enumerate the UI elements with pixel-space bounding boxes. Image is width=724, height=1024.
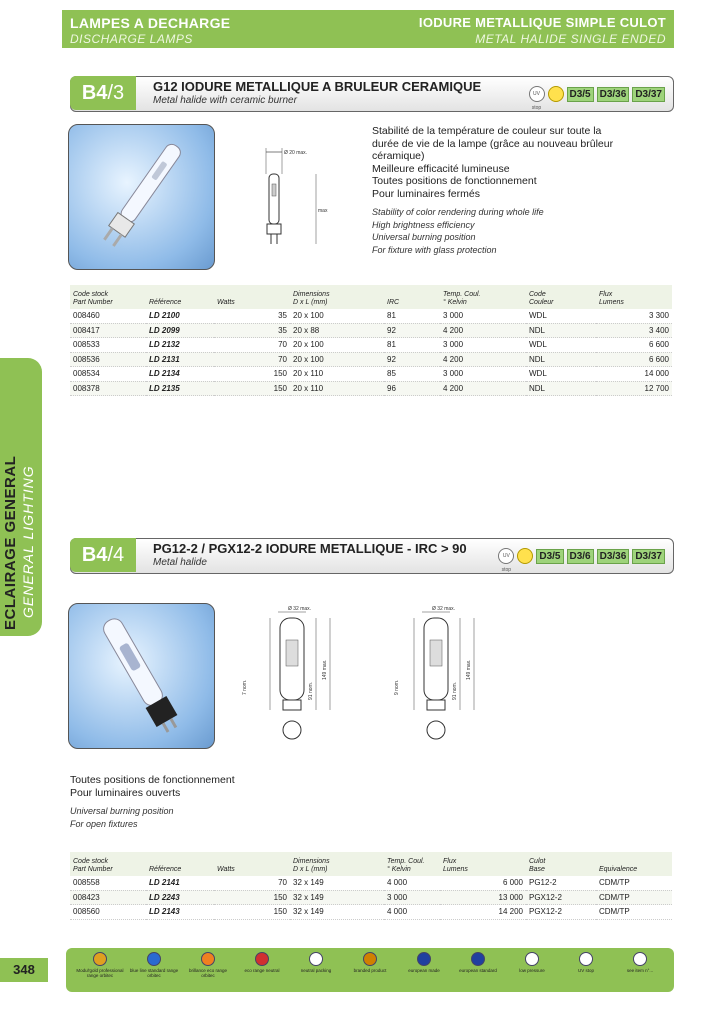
col-header: Equivalence — [596, 852, 672, 876]
svg-text:7 nom.: 7 nom. — [242, 679, 248, 695]
legend-icon — [525, 952, 539, 966]
col-header: Temp. Coul. ° Kelvin — [384, 852, 440, 876]
legend-label: branded product — [353, 968, 387, 973]
legend-label: neutral packing — [300, 968, 332, 973]
table-cell: 12 700 — [596, 381, 672, 396]
table-cell: 008536 — [70, 352, 146, 367]
desc-en-line: Universal burning position — [70, 806, 174, 816]
table-cell: LD 2135 — [146, 381, 214, 396]
table-cell: 6 600 — [596, 352, 672, 367]
table-cell: WDL — [526, 367, 596, 382]
col-header: Dimensions D x L (mm) — [290, 285, 384, 309]
table-cell: 150 — [214, 905, 290, 920]
desc-fr-line: durée de vie de la lampe (grâce au nouveau brûleur — [372, 137, 614, 150]
lamp-photo-image — [69, 604, 214, 748]
table-cell: LD 2099 — [146, 323, 214, 338]
section1-description — [372, 125, 672, 256]
legend-icon — [471, 952, 485, 966]
table-cell: WDL — [526, 338, 596, 353]
col-header: Dimensions D x L (mm) — [290, 852, 384, 876]
table-cell: 92 — [384, 352, 440, 367]
footer-legend-item — [506, 952, 558, 973]
table-cell: 3 000 — [440, 309, 526, 323]
col-header: IRC — [384, 285, 440, 309]
d-tag[interactable]: D3/36 — [597, 87, 630, 102]
footer-legend-item — [398, 952, 450, 973]
table-cell: 4 000 — [384, 876, 440, 890]
table-cell: 008460 — [70, 309, 146, 323]
table-cell: 3 000 — [440, 367, 526, 382]
col-header: Code Couleur — [526, 285, 596, 309]
table-cell: 14 000 — [596, 367, 672, 382]
section-code-badge: B4/4 — [70, 538, 136, 572]
table-cell: 4 000 — [384, 905, 440, 920]
d-tag[interactable]: D3/5 — [567, 87, 594, 102]
table-cell: 150 — [214, 367, 290, 382]
table-cell: NDL — [526, 381, 596, 396]
col-header: Watts — [214, 285, 290, 309]
table-cell: 008558 — [70, 876, 146, 890]
table-cell: 70 — [214, 352, 290, 367]
footer-legend-item — [344, 952, 396, 973]
table-cell: 150 — [214, 381, 290, 396]
desc-fr-line: Pour luminaires fermés — [372, 187, 480, 200]
legend-icon — [255, 952, 269, 966]
table-cell: 81 — [384, 338, 440, 353]
lamp-photo-image — [69, 125, 214, 269]
table-cell: 70 — [214, 876, 290, 890]
table-row — [70, 367, 672, 382]
d-tag[interactable]: D3/37 — [632, 549, 665, 564]
col-header: Code stock Part Number — [70, 285, 146, 309]
col-header: Temp. Coul. ° Kelvin — [440, 285, 526, 309]
table-cell: 008534 — [70, 367, 146, 382]
section2-spec-table — [70, 852, 672, 920]
table-cell: LD 2243 — [146, 890, 214, 905]
table-row — [70, 352, 672, 367]
table-cell: 150 — [214, 890, 290, 905]
legend-icon — [417, 952, 431, 966]
table-cell: LD 2100 — [146, 309, 214, 323]
footer-legend-item — [290, 952, 342, 973]
legend-label: Modul'gold professional range orbitec — [76, 968, 124, 978]
lamp-photo — [68, 124, 215, 270]
desc-fr-line: Meilleure efficacité lumineuse — [372, 162, 510, 175]
d-tag[interactable]: D3/6 — [567, 549, 594, 564]
legend-icon — [309, 952, 323, 966]
footer-legend-item — [182, 952, 234, 978]
table-cell: 4 200 — [440, 323, 526, 338]
table-cell: 20 x 110 — [290, 367, 384, 382]
legend-label: european made — [408, 968, 440, 973]
table-cell: 81 — [384, 309, 440, 323]
section-b4-3-bar — [70, 76, 674, 112]
footer-legend-item — [614, 952, 666, 973]
table-cell: 20 x 100 — [290, 352, 384, 367]
footer-legend — [66, 948, 674, 992]
svg-text:9 nom.: 9 nom. — [394, 679, 400, 695]
header-right-title: IODURE METALLIQUE SIMPLE CULOT — [418, 15, 666, 30]
table-cell: PGX12-2 — [526, 905, 596, 920]
table-cell: 35 — [214, 323, 290, 338]
footer-legend-item — [74, 952, 126, 978]
table-cell: LD 2131 — [146, 352, 214, 367]
col-header: Référence — [146, 852, 214, 876]
desc-en-line: Stability of color rendering during whole life — [372, 207, 544, 217]
table-cell: 3 300 — [596, 309, 672, 323]
section2-description — [70, 774, 370, 830]
table-row — [70, 876, 672, 890]
desc-fr-line: Toutes positions de fonctionnement — [372, 175, 537, 187]
svg-text:149 max.: 149 max. — [322, 659, 328, 680]
table-cell: 4 200 — [440, 352, 526, 367]
table-header-row — [70, 285, 672, 309]
lamp-photo — [68, 603, 215, 749]
table-cell: LD 2143 — [146, 905, 214, 920]
table-cell: 85 — [384, 367, 440, 382]
table-cell: 008378 — [70, 381, 146, 396]
table-cell: 008533 — [70, 338, 146, 353]
legend-icon — [633, 952, 647, 966]
legend-icon — [579, 952, 593, 966]
section-title: G12 IODURE METALLIQUE A BRULEUR CERAMIQUE — [153, 79, 482, 94]
desc-en-line: For fixture with glass protection — [372, 244, 497, 255]
table-cell: 32 x 149 — [290, 905, 384, 920]
svg-text:Ø 32 max.: Ø 32 max. — [432, 606, 456, 612]
desc-fr-line: céramique) — [372, 150, 425, 162]
lamp-icon — [548, 86, 564, 102]
page-header — [62, 10, 674, 48]
legend-icon — [93, 952, 107, 966]
table-cell: 008423 — [70, 890, 146, 905]
col-header: Culot Base — [526, 852, 596, 876]
desc-fr-line: Stabilité de la température de couleur sur toute la — [372, 125, 602, 137]
legend-icon — [147, 952, 161, 966]
legend-label: eco range neutral — [244, 968, 280, 973]
table-cell: LD 2141 — [146, 876, 214, 890]
legend-label: european standard — [459, 968, 497, 973]
lamp-icon — [517, 548, 533, 564]
diagram-max-label: max — [318, 208, 328, 214]
desc-en-line: For open fixtures — [70, 818, 138, 829]
desc-fr-line: Pour luminaires ouverts — [70, 786, 181, 799]
table-cell: 92 — [384, 323, 440, 338]
side-tab-title: ECLAIRAGE GENERAL — [2, 455, 19, 630]
table-cell: 13 000 — [440, 890, 526, 905]
section-b4-4-bar — [70, 538, 674, 574]
desc-en-line: Universal burning position — [372, 232, 476, 242]
table-cell: 70 — [214, 338, 290, 353]
header-left-title: LAMPES A DECHARGE — [70, 15, 231, 31]
svg-text:149 max.: 149 max. — [466, 659, 472, 680]
table-row — [70, 309, 672, 323]
footer-legend-item — [560, 952, 612, 973]
svg-text:Ø 32 max.: Ø 32 max. — [288, 606, 312, 612]
table-row — [70, 323, 672, 338]
col-header: Code stock Part Number — [70, 852, 146, 876]
footer-legend-item — [236, 952, 288, 973]
legend-icon — [201, 952, 215, 966]
legend-label: blue line standard range orbitec — [129, 968, 179, 978]
section-subtitle: Metal halide with ceramic burner — [153, 95, 297, 106]
table-cell: 96 — [384, 381, 440, 396]
lamp-dimension-diagram-a — [240, 600, 360, 750]
table-row — [70, 381, 672, 396]
section-subtitle: Metal halide — [153, 557, 207, 568]
side-tab — [0, 358, 42, 636]
legend-label: low pressure — [519, 968, 545, 973]
legend-icon — [363, 952, 377, 966]
table-cell: 3 000 — [440, 338, 526, 353]
desc-en-line: High brightness efficiency — [372, 219, 475, 230]
svg-text:91 nom.: 91 nom. — [308, 681, 314, 700]
table-header-row — [70, 852, 672, 876]
table-row — [70, 905, 672, 920]
footer-legend-item — [128, 952, 180, 978]
table-cell: 4 200 — [440, 381, 526, 396]
section1-spec-table — [70, 285, 672, 396]
table-cell: 32 x 149 — [290, 876, 384, 890]
table-cell: 35 — [214, 309, 290, 323]
d-tag[interactable]: D3/37 — [632, 87, 665, 102]
legend-label: see item n°... — [626, 968, 654, 973]
section-icons — [498, 548, 665, 573]
table-cell: CDM/TP — [596, 905, 672, 920]
table-cell: 32 x 149 — [290, 890, 384, 905]
d-tag[interactable]: D3/5 — [536, 549, 563, 564]
page-number: 348 — [0, 958, 48, 982]
table-cell: 20 x 100 — [290, 309, 384, 323]
table-cell: CDM/TP — [596, 890, 672, 905]
table-cell: CDM/TP — [596, 876, 672, 890]
table-cell: PGX12-2 — [526, 890, 596, 905]
col-header: Référence — [146, 285, 214, 309]
table-cell: LD 2132 — [146, 338, 214, 353]
header-right-subtitle: METAL HALIDE SINGLE ENDED — [475, 32, 666, 46]
table-cell: 3 400 — [596, 323, 672, 338]
lamp-dimension-diagram — [236, 144, 334, 252]
section-code-badge: B4/3 — [70, 76, 136, 110]
table-cell: NDL — [526, 323, 596, 338]
uv-stop-icon: UV stop — [498, 548, 514, 564]
lamp-dimension-diagram-b — [380, 600, 500, 750]
section-icons — [529, 86, 666, 111]
desc-fr-line: Toutes positions de fonctionnement — [70, 774, 235, 786]
side-tab-subtitle: GENERAL LIGHTING — [20, 465, 36, 618]
table-cell: NDL — [526, 352, 596, 367]
col-header: Watts — [214, 852, 290, 876]
table-cell: 20 x 110 — [290, 381, 384, 396]
header-left-subtitle: DISCHARGE LAMPS — [70, 32, 193, 46]
table-cell: 6 000 — [440, 876, 526, 890]
section-title: PG12-2 / PGX12-2 IODURE METALLIQUE - IRC > 90 — [153, 541, 467, 556]
legend-label: brillance eco range orbitec — [188, 968, 228, 978]
table-cell: PG12-2 — [526, 876, 596, 890]
table-cell: WDL — [526, 309, 596, 323]
table-cell: 6 600 — [596, 338, 672, 353]
svg-text:91 nom.: 91 nom. — [452, 681, 458, 700]
table-cell: 3 000 — [384, 890, 440, 905]
table-cell: LD 2134 — [146, 367, 214, 382]
uv-stop-icon: UV stop — [529, 86, 545, 102]
table-cell: 008560 — [70, 905, 146, 920]
table-cell: 008417 — [70, 323, 146, 338]
diagram-diameter-label: Ø 20 max. — [284, 150, 308, 156]
footer-legend-item — [452, 952, 504, 973]
table-cell: 14 200 — [440, 905, 526, 920]
col-header: Flux Lumens — [596, 285, 672, 309]
table-row — [70, 890, 672, 905]
col-header: Flux Lumens — [440, 852, 526, 876]
legend-label: UV stop — [577, 968, 594, 973]
table-cell: 20 x 88 — [290, 323, 384, 338]
d-tag[interactable]: D3/36 — [597, 549, 630, 564]
table-cell: 20 x 100 — [290, 338, 384, 353]
table-row — [70, 338, 672, 353]
